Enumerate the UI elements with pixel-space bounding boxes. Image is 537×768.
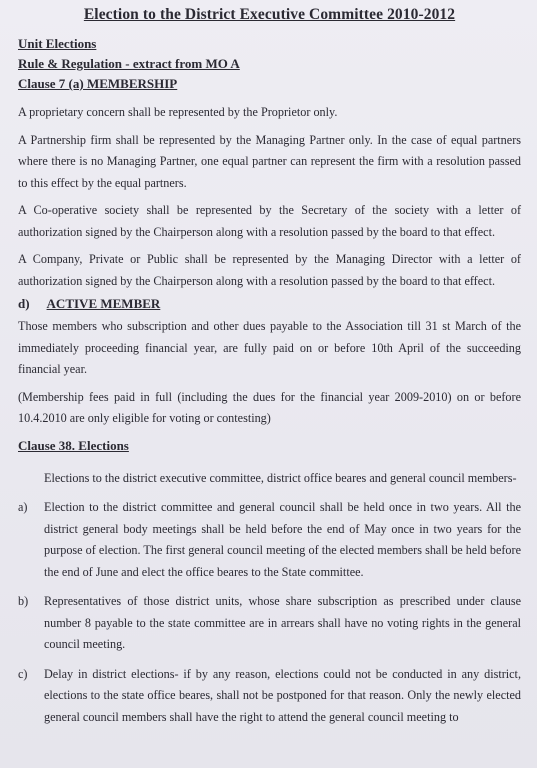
active-member-heading xyxy=(18,296,521,312)
clause-7a-heading: Clause 7 (a) MEMBERSHIP xyxy=(18,76,178,91)
item-text: Delay in district elections- if by any reason, elections could not be conducted in any district, elections to the state office beares, shall not be postponed for that reason. Only the newly elected general council members shall have the right to attend the general council meeting to xyxy=(44,666,521,724)
item-text: Election to the district committee and general council shall be held once in two years. All the district general body meetings shall be held before the end of May once in two years for the purpose of election. The first general council meeting of the elected members shall be held before the end of June and elect the office beares to the State committee. xyxy=(44,500,521,579)
active-member-label: ACTIVE MEMBER xyxy=(46,296,161,311)
item-letter: b) xyxy=(18,594,29,608)
active-member-note: (Membership fees paid in full (including the dues for the financial year 2009-2010) on or before 10.4.2010 are only eligible for voting or contesting) xyxy=(18,389,521,425)
clause-38-item-b xyxy=(18,591,521,656)
clause-38-item-a xyxy=(18,497,521,583)
clause-38-item-c xyxy=(18,664,521,729)
clause-38-intro: Elections to the district executive committee, district office beares and general council members- xyxy=(44,470,517,485)
document-title: Election to the District Executive Committee 2010-2012 xyxy=(83,6,456,23)
active-member-letter: d) xyxy=(18,296,30,311)
rule-regulation-heading: Rule & Regulation - extract from MO A xyxy=(18,56,240,71)
membership-paragraph-company: A Company, Private or Public shall be represented by the Managing Director with a letter of authorization signed by the Chairperson along with a resolution passed by the board to that effect. xyxy=(18,252,521,288)
membership-paragraph-partnership: A Partnership firm shall be represented by the Managing Partner only. In the case of equal partners where there is no Managing Partner, one equal partner can represent the firm with a resolution passed to this effect by the equal partners. xyxy=(18,132,521,190)
item-letter: c) xyxy=(18,666,28,681)
membership-paragraph-cooperative: A Co-operative society shall be represented by the Secretary of the society with a letter of authorization signed by the Chairperson along with a resolution passed by the board to that effect. xyxy=(18,203,521,239)
membership-paragraph-proprietor: A proprietary concern shall be represented by the Proprietor only. xyxy=(18,105,338,119)
item-letter: a) xyxy=(18,500,28,514)
active-member-paragraph: Those members who subscription and other dues payable to the Association till 31 st March of the immediately proceeding financial year, are fully paid on or before 10th April of the succeeding financial year. xyxy=(18,319,521,376)
unit-elections-heading: Unit Elections xyxy=(18,36,97,51)
item-text: Representatives of those district units, whose share subscription as prescribed under clause number 8 payable to the state committee are in arrears shall have no voting rights in the general council meeting. xyxy=(44,594,521,651)
clause-38-heading: Clause 38. Elections xyxy=(18,437,129,453)
